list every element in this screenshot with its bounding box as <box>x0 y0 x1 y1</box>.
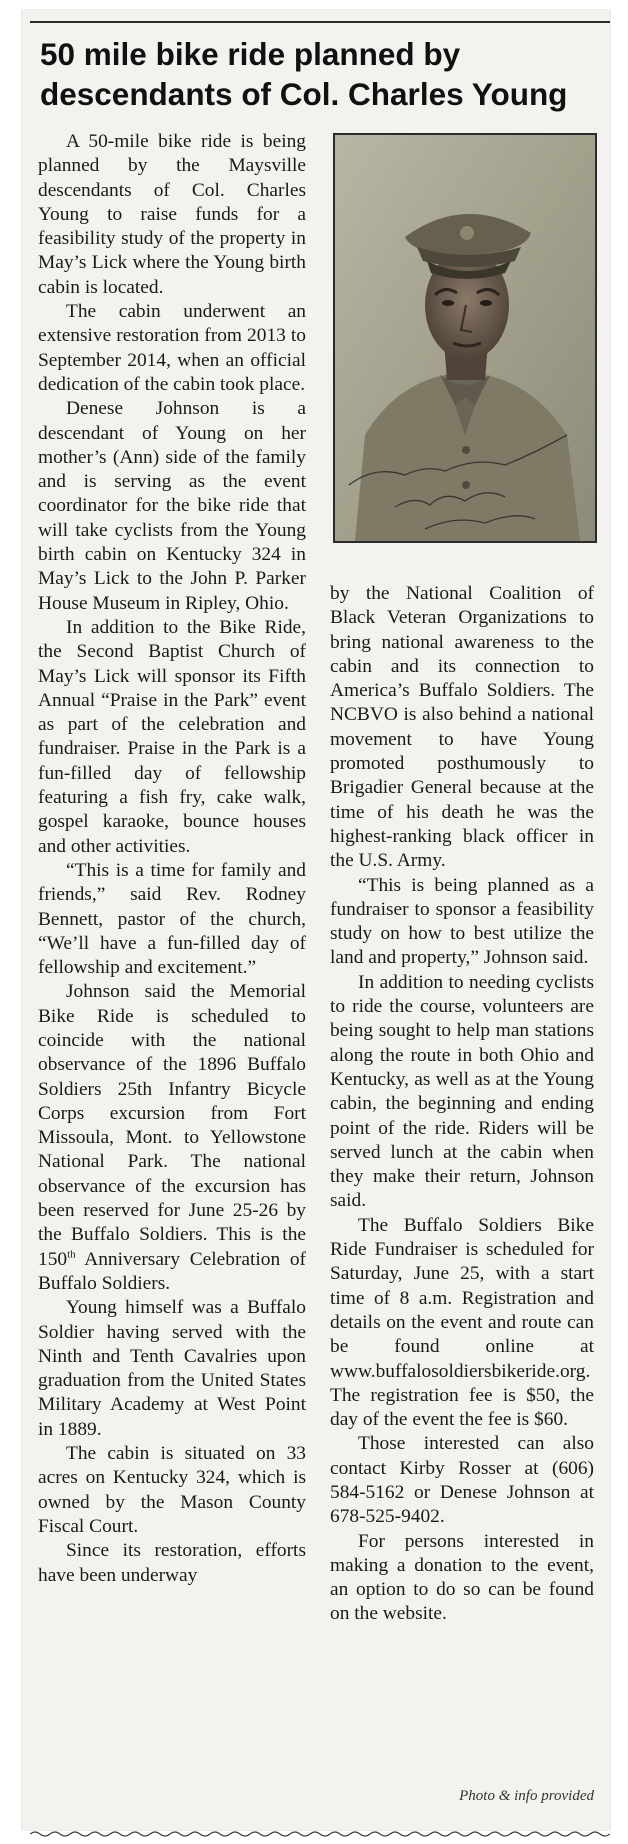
paragraph: Those interested can also contact Kirby Rosser at (606) 584-5162 or Denese Johnson at 678-525-9402. <box>330 1433 594 1528</box>
left-column <box>38 130 306 1588</box>
paragraph: The cabin underwent an extensive restoration from 2013 to September 2014, when an official dedication of the cabin took place. <box>38 301 306 395</box>
right-column <box>330 582 594 1627</box>
headline: 50 mile bike ride planned by descendants of Col. Charles Young <box>40 36 568 112</box>
portrait-illustration <box>335 135 595 541</box>
portrait-photo <box>333 133 597 543</box>
paragraph-text: Johnson said the Memorial Bike Ride is scheduled to coincide with the national observance of the 1896 Buffalo Soldiers 25th Infantry Bicycle Corps excursion from Fort Missoula, Mont. to Yellowstone National Park. The national observance of the excursion has been reserved for June 25-26 by the Buffalo Soldiers. This is the 150 <box>38 981 306 1270</box>
paragraph: “This is a time for family and friends,” said Rev. Rodney Bennett, pastor of the church, “We’ll have a fun-filled day of fellowship and excitement.” <box>38 859 306 979</box>
ordinal-suffix: th <box>67 1248 76 1261</box>
paragraph-anniversary <box>38 980 306 1296</box>
paragraph-text-tail: Anniversary Celebration of Buffalo Soldiers. <box>38 1248 306 1294</box>
top-rule <box>30 21 610 23</box>
paragraph: Denese Johnson is a descendant of Young on her mother’s (Ann) side of the family and is serving as the event coordinator for the bike ride that will take cyclists from the Young birth cabin on Kentucky 324 in May’s Lick to the John P. Parker House Museum in Ripley, Ohio. <box>38 398 306 614</box>
photo-credit: Photo & info provided <box>459 1788 594 1804</box>
paragraph: Since its restoration, efforts have been underway <box>38 1540 306 1586</box>
paragraph: The cabin is situated on 33 acres on Kentucky 324, which is owned by the Mason County Fiscal Court. <box>38 1443 306 1537</box>
paragraph: In addition to needing cyclists to ride the course, volunteers are being sought to help man stations along the route in both Ohio and Kentucky, as well as at the Young cabin, the beginning and ending point of the ride. Riders will be served lunch at the cabin when they make their return, Johnson said. <box>330 971 594 1212</box>
paragraph: In addition to the Bike Ride, the Second Baptist Church of May’s Lick will sponsor its Fifth Annual “Praise in the Park” event as part of the celebration and fundraiser. Praise in the Park is a fun-filled day of fellowship featuring a fish fry, cake walk, gospel karaoke, bounce houses and other activities. <box>38 616 306 857</box>
paragraph: by the National Coalition of Black Veteran Organizations to bring national awareness to the cabin and its connection to America’s Buffalo Soldiers. The NCBVO is also behind a national movement to have Young promoted posthumously to Brigadier General because at the time of his death he was the highest-ranking black officer in the U.S. Army. <box>330 583 594 872</box>
paragraph: The Buffalo Soldiers Bike Ride Fundraiser is scheduled for Saturday, June 25, with a start time of 8 a.m. Registration and details on the event and route can be found online at www.buffalosoldiersbikeride.org. The registration fee is $50, the day of the event the fee is $60. <box>330 1214 594 1431</box>
paragraph: For persons interested in making a donation to the event, an option to do so can be found on the website. <box>330 1530 594 1625</box>
bottom-wavy-rule <box>30 1830 610 1838</box>
paragraph: “This is being planned as a fundraiser to sponsor a feasibility study on how to best utilize the land and property,” Johnson said. <box>330 874 594 969</box>
paragraph: A 50-mile bike ride is being planned by the Maysville descendants of Col. Charles Young to raise funds for a feasibility study of the property in May’s Lick where the Young birth cabin is located. <box>38 131 306 298</box>
paragraph: Young himself was a Buffalo Soldier having served with the Ninth and Tenth Cavalries upon graduation from the United States Military Academy at West Point in 1889. <box>38 1297 306 1440</box>
